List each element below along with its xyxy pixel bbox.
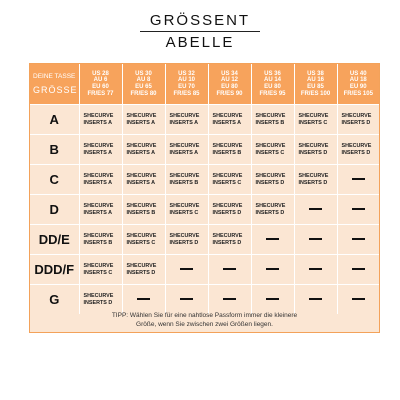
insert-size-cell: SHECURVE INSERTS D — [79, 285, 122, 315]
band-size-label: US 38 — [307, 70, 324, 77]
insert-size-cell: SHECURVE INSERTS D — [294, 165, 337, 195]
band-size-label: FR/ES 80 — [130, 90, 157, 97]
brand-line-1: GRÖSSENT — [149, 12, 251, 29]
not-available-cell — [294, 225, 337, 255]
band-size-label: AU 16 — [306, 77, 324, 84]
insert-size-cell: SHECURVE INSERTS C — [208, 165, 251, 195]
table-row — [30, 135, 379, 165]
band-size-label: US 30 — [135, 70, 152, 77]
band-size-label: AU 6 — [93, 77, 108, 84]
dash-icon — [309, 298, 322, 300]
table-body — [30, 105, 379, 315]
insert-size-cell: SHECURVE INSERTS B — [208, 135, 251, 165]
corner-cell — [30, 64, 79, 105]
cup-size-label: DDD/F — [30, 255, 79, 285]
size-chart — [29, 63, 380, 333]
not-available-cell — [251, 255, 294, 285]
table-row — [30, 225, 379, 255]
band-size-label: US 32 — [178, 70, 195, 77]
band-size-label: EU 65 — [135, 84, 152, 90]
insert-size-cell: SHECURVE INSERTS D — [337, 135, 379, 165]
insert-size-cell: SHECURVE INSERTS C — [122, 225, 165, 255]
dash-icon — [223, 298, 236, 300]
insert-size-cell: SHECURVE INSERTS A — [122, 135, 165, 165]
not-available-cell — [208, 285, 251, 315]
not-available-cell — [251, 285, 294, 315]
band-size-label: FR/ES 90 — [216, 90, 243, 97]
insert-size-cell: SHECURVE INSERTS A — [79, 165, 122, 195]
not-available-cell — [337, 285, 379, 315]
not-available-cell — [165, 255, 208, 285]
not-available-cell — [165, 285, 208, 315]
table-row — [30, 285, 379, 315]
size-table — [30, 64, 379, 314]
dash-icon — [309, 208, 322, 210]
band-size-label: AU 12 — [220, 77, 238, 84]
insert-size-cell: SHECURVE INSERTS A — [79, 135, 122, 165]
dash-icon — [309, 268, 322, 270]
brand-line-2: ABELLE — [165, 34, 235, 51]
insert-size-cell: SHECURVE INSERTS B — [165, 165, 208, 195]
insert-size-cell: SHECURVE INSERTS A — [79, 195, 122, 225]
not-available-cell — [122, 285, 165, 315]
corner-label-bottom: GRÖSSE — [33, 85, 78, 95]
dash-icon — [352, 208, 365, 210]
band-size-label: EU 80 — [264, 84, 281, 90]
dash-icon — [137, 298, 150, 300]
insert-size-cell: SHECURVE INSERTS C — [79, 255, 122, 285]
cup-size-label: G — [30, 285, 79, 315]
header-row — [30, 64, 379, 105]
insert-size-cell: SHECURVE INSERTS D — [251, 195, 294, 225]
dash-icon — [180, 268, 193, 270]
band-size-label: EU 80 — [221, 84, 238, 90]
band-size-label: US 34 — [221, 70, 238, 77]
not-available-cell — [294, 195, 337, 225]
not-available-cell — [208, 255, 251, 285]
insert-size-cell: SHECURVE INSERTS C — [165, 195, 208, 225]
table-row — [30, 255, 379, 285]
insert-size-cell: SHECURVE INSERTS B — [79, 225, 122, 255]
band-size-label: US 28 — [92, 70, 109, 77]
dash-icon — [352, 268, 365, 270]
band-size-label: FR/ES 85 — [173, 90, 200, 97]
insert-size-cell: SHECURVE INSERTS C — [294, 105, 337, 135]
cup-size-label: C — [30, 165, 79, 195]
band-size-label: FR/ES 105 — [343, 90, 373, 97]
insert-size-cell: SHECURVE INSERTS D — [208, 195, 251, 225]
band-size-label: US 36 — [264, 70, 281, 77]
table-row — [30, 165, 379, 195]
band-size-header — [79, 64, 122, 105]
band-size-header — [294, 64, 337, 105]
band-size-label: FR/ES 77 — [87, 90, 114, 97]
cup-size-label: B — [30, 135, 79, 165]
tip-line-1: TIPP: Wählen Sie für eine nahtlose Passform immer die kleinere — [111, 312, 298, 319]
dash-icon — [352, 178, 365, 180]
cup-size-label: A — [30, 105, 79, 135]
not-available-cell — [294, 255, 337, 285]
table-row — [30, 105, 379, 135]
not-available-cell — [251, 225, 294, 255]
insert-size-cell: SHECURVE INSERTS D — [208, 225, 251, 255]
band-size-header — [122, 64, 165, 105]
band-size-label: AU 8 — [136, 77, 151, 84]
table-row — [30, 195, 379, 225]
not-available-cell — [337, 225, 379, 255]
not-available-cell — [337, 255, 379, 285]
band-size-header — [337, 64, 379, 105]
insert-size-cell: SHECURVE INSERTS A — [79, 105, 122, 135]
insert-size-cell: SHECURVE INSERTS D — [294, 135, 337, 165]
insert-size-cell: SHECURVE INSERTS D — [251, 165, 294, 195]
dash-icon — [266, 298, 279, 300]
band-size-label: AU 10 — [177, 77, 195, 84]
insert-size-cell: SHECURVE INSERTS A — [122, 165, 165, 195]
band-size-label: EU 60 — [92, 84, 109, 90]
band-size-label: EU 85 — [307, 84, 324, 90]
insert-size-cell: SHECURVE INSERTS D — [165, 225, 208, 255]
insert-size-cell: SHECURVE INSERTS D — [337, 105, 379, 135]
band-size-header — [208, 64, 251, 105]
cup-size-label: DD/E — [30, 225, 79, 255]
fit-tip — [30, 311, 379, 329]
dash-icon — [266, 238, 279, 240]
brand-divider — [140, 31, 260, 32]
cup-size-label: D — [30, 195, 79, 225]
dash-icon — [180, 298, 193, 300]
insert-size-cell: SHECURVE INSERTS A — [208, 105, 251, 135]
band-size-label: AU 14 — [263, 77, 281, 84]
insert-size-cell: SHECURVE INSERTS C — [251, 135, 294, 165]
tip-line-2: Größe, wenn Sie zwischen zwei Größen liegen. — [136, 321, 273, 328]
insert-size-cell: SHECURVE INSERTS B — [251, 105, 294, 135]
not-available-cell — [337, 165, 379, 195]
corner-label-top: DEINE TASSE — [33, 73, 76, 81]
dash-icon — [352, 298, 365, 300]
band-size-label: EU 70 — [178, 84, 195, 90]
band-size-label: US 40 — [349, 70, 367, 77]
band-size-label: FR/ES 95 — [259, 90, 286, 97]
dash-icon — [309, 238, 322, 240]
dash-icon — [223, 268, 236, 270]
band-size-header — [165, 64, 208, 105]
not-available-cell — [294, 285, 337, 315]
insert-size-cell: SHECURVE INSERTS A — [122, 105, 165, 135]
insert-size-cell: SHECURVE INSERTS A — [165, 135, 208, 165]
not-available-cell — [337, 195, 379, 225]
insert-size-cell: SHECURVE INSERTS D — [122, 255, 165, 285]
insert-size-cell: SHECURVE INSERTS A — [165, 105, 208, 135]
brand-logo — [0, 12, 400, 52]
insert-size-cell: SHECURVE INSERTS B — [122, 195, 165, 225]
band-size-label: FR/ES 100 — [300, 90, 331, 97]
dash-icon — [266, 268, 279, 270]
dash-icon — [352, 238, 365, 240]
band-size-header — [251, 64, 294, 105]
band-size-label: AU 18 — [349, 77, 367, 84]
band-size-label: EU 90 — [349, 84, 367, 90]
